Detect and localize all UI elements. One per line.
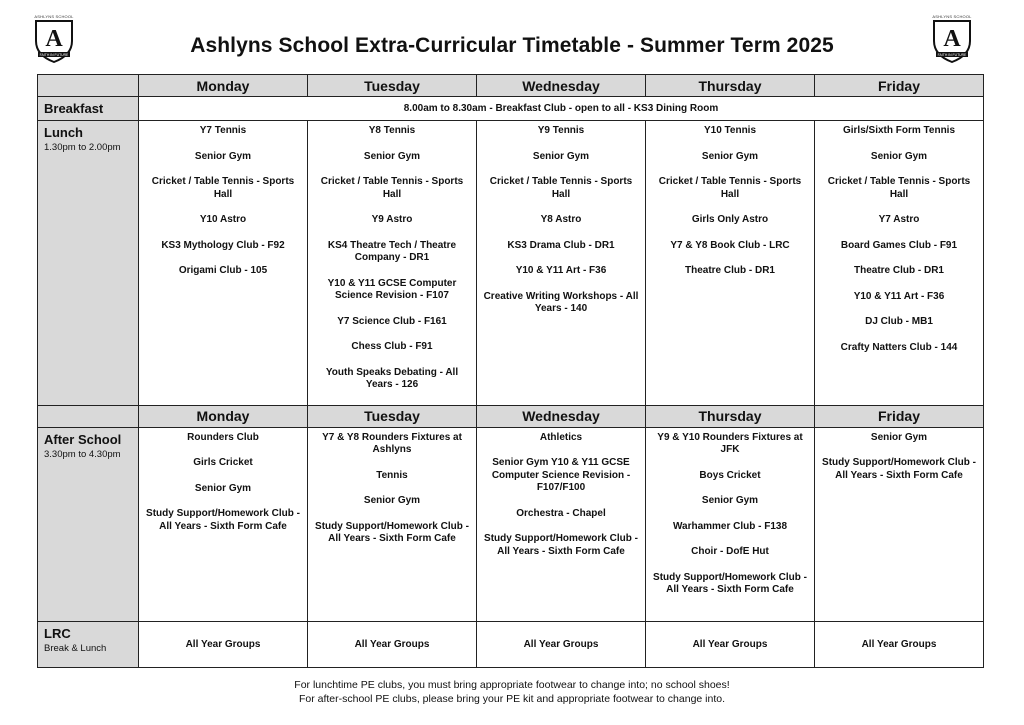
lunch-monday-cell [139, 121, 308, 406]
after-school-row [38, 427, 984, 621]
day-header-thursday: Thursday [646, 75, 815, 97]
activity-item: Cricket / Table Tennis - Sports Hall [658, 176, 802, 200]
activity-item: Cricket / Table Tennis - Sports Hall [320, 176, 464, 200]
breakfast-row [38, 97, 984, 121]
day-header-wednesday: Wednesday [477, 75, 646, 97]
activity-item: Girls/Sixth Form Tennis [842, 125, 956, 136]
lunch-friday-cell [815, 121, 984, 406]
footer-line-lunch: For lunchtime PE clubs, you must bring appropriate footwear to change into; no school shoes! [294, 679, 730, 691]
activity-item: Theatre Club - DR1 [684, 265, 775, 276]
day-header-friday: Friday [815, 75, 984, 97]
activity-item: Senior Gym [194, 482, 252, 494]
activity-item: Senior Gym [532, 150, 590, 162]
crest-motto: FAITH IN FUTURE [39, 53, 69, 57]
activity-item: Youth Speaks Debating - All Years - 126 [325, 366, 459, 390]
after-school-monday-cell [139, 427, 308, 621]
crest-motto: FAITH IN FUTURE [937, 53, 967, 57]
lunch-wednesday-cell [477, 121, 646, 406]
activity-item: Girls Only Astro [691, 214, 769, 225]
row-label-text: LRC [44, 625, 71, 641]
row-label-breakfast [38, 97, 139, 121]
lunch-tuesday-cell [308, 121, 477, 406]
activity-item: Senior Gym [701, 150, 759, 162]
row-label-text: After School [44, 431, 122, 447]
row-label-after-school [38, 427, 139, 621]
crest-letter: A [943, 26, 961, 52]
activity-item: Senior Gym [870, 150, 928, 162]
lrc-row [38, 621, 984, 667]
activity-item: Study Support/Homework Club - All Years - Sixth Form Cafe [822, 457, 976, 481]
row-label-lrc [38, 621, 139, 667]
activity-item: Y9 Astro [371, 214, 413, 225]
activity-item: Study Support/Homework Club - All Years - Sixth Form Cafe [653, 571, 807, 595]
activity-item: Cricket / Table Tennis - Sports Hall [489, 176, 633, 200]
activity-item: Y7 Astro [878, 214, 920, 225]
activity-item: Crafty Natters Club - 144 [840, 341, 958, 353]
activity-item: Y10 Tennis [703, 125, 757, 136]
day-header-friday: Friday [815, 405, 984, 427]
lunch-row [38, 121, 984, 406]
page-title: Ashlyns School Extra-Curricular Timetable - Summer Term 2025 [190, 34, 834, 57]
activity-item: KS3 Mythology Club - F92 [161, 239, 285, 251]
activity-item: Y8 Astro [540, 214, 582, 225]
lrc-wednesday-cell: All Year Groups [477, 621, 646, 667]
activity-item: Girls Cricket [193, 457, 253, 468]
footer-notes [0, 678, 1024, 706]
activity-item: KS4 Theatre Tech / Theatre Company - DR1 [327, 239, 457, 263]
day-header-row-2 [38, 405, 984, 427]
activity-item: Y10 Astro [199, 214, 247, 225]
day-header-row [38, 75, 984, 97]
activity-item: Y7 Science Club - F161 [337, 315, 447, 327]
day-header-tuesday: Tuesday [308, 405, 477, 427]
after-school-tuesday-cell [308, 427, 477, 621]
lunch-thursday-cell [646, 121, 815, 406]
activity-item: Chess Club - F91 [351, 341, 433, 352]
row-label-lunch [38, 121, 139, 406]
activity-item: Rounders Club [187, 431, 259, 443]
activity-item: Cricket / Table Tennis - Sports Hall [827, 176, 971, 200]
activity-item: Senior Gym [194, 150, 252, 162]
activity-item: Senior Gym [363, 150, 421, 162]
day-header-thursday: Thursday [646, 405, 815, 427]
activity-item: Y7 & Y8 Book Club - LRC [670, 239, 790, 251]
lrc-friday-cell: All Year Groups [815, 621, 984, 667]
corner-cell [38, 75, 139, 97]
corner-cell [38, 405, 139, 427]
lrc-tuesday-cell: All Year Groups [308, 621, 477, 667]
activity-item: DJ Club - MB1 [865, 316, 933, 327]
activity-item: Y10 & Y11 Art - F36 [515, 265, 607, 276]
day-header-monday: Monday [139, 75, 308, 97]
footer-line-after-school: For after-school PE clubs, please bring your PE kit and appropriate footwear to change into. [298, 693, 726, 705]
after-school-thursday-cell [646, 427, 815, 621]
activity-item: Study Support/Homework Club - All Years - Sixth Form Cafe [484, 533, 638, 557]
activity-item: Y10 & Y11 GCSE Computer Science Revision - F107 [327, 277, 457, 301]
lrc-monday-cell: All Year Groups [139, 621, 308, 667]
activity-item: Boys Cricket [699, 469, 761, 481]
crest-label: ASHLYNS SCHOOL [34, 14, 74, 19]
activity-item: Warhammer Club - F138 [672, 520, 788, 532]
activity-item: Athletics [539, 431, 583, 443]
lrc-thursday-cell: All Year Groups [646, 621, 815, 667]
activity-item: Origami Club - 105 [178, 265, 268, 276]
row-label-time: 1.30pm to 2.00pm [44, 142, 121, 153]
activity-item: Orchestra - Chapel [516, 507, 606, 519]
breakfast-club-cell: 8.00am to 8.30am - Breakfast Club - open to all - KS3 Dining Room [139, 97, 984, 121]
activity-item: Y9 & Y10 Rounders Fixtures at JFK [657, 431, 803, 455]
activity-item: Senior Gym [363, 495, 421, 506]
day-header-monday: Monday [139, 405, 308, 427]
crest-letter: A [45, 26, 63, 52]
activity-item: Cricket / Table Tennis - Sports Hall [151, 176, 295, 200]
activity-item: Theatre Club - DR1 [853, 265, 944, 276]
activity-item: Senior Gym [701, 495, 759, 506]
row-label-time: Break & Lunch [44, 642, 107, 654]
timetable [37, 74, 984, 668]
activity-item: KS3 Drama Club - DR1 [507, 239, 615, 251]
row-label-time: 3.30pm to 4.30pm [44, 448, 121, 460]
activity-item: Y10 & Y11 Art - F36 [853, 290, 945, 302]
activity-item: Senior Gym Y10 & Y11 GCSE Computer Science Revision - F107/F100 [491, 457, 631, 493]
activity-item: Choir - DofE Hut [691, 546, 769, 557]
activity-item: Y8 Tennis [368, 125, 416, 136]
activity-item: Board Games Club - F91 [840, 239, 958, 251]
activity-item: Study Support/Homework Club - All Years - Sixth Form Cafe [146, 508, 300, 532]
activity-item: Senior Gym [870, 431, 928, 443]
activity-item: Creative Writing Workshops - All Years - 140 [483, 290, 639, 314]
day-header-tuesday: Tuesday [308, 75, 477, 97]
after-school-friday-cell [815, 427, 984, 621]
activity-item: Tennis [376, 469, 408, 481]
day-header-wednesday: Wednesday [477, 405, 646, 427]
activity-item: Y7 & Y8 Rounders Fixtures at Ashlyns [322, 431, 462, 455]
row-label-text: Lunch [44, 125, 83, 140]
crest-label: ASHLYNS SCHOOL [932, 14, 972, 19]
row-label-text: Breakfast [44, 101, 104, 116]
activity-item: Y7 Tennis [199, 125, 247, 136]
after-school-wednesday-cell [477, 427, 646, 621]
activity-item: Y9 Tennis [537, 125, 585, 136]
activity-item: Study Support/Homework Club - All Years - Sixth Form Cafe [315, 520, 469, 544]
